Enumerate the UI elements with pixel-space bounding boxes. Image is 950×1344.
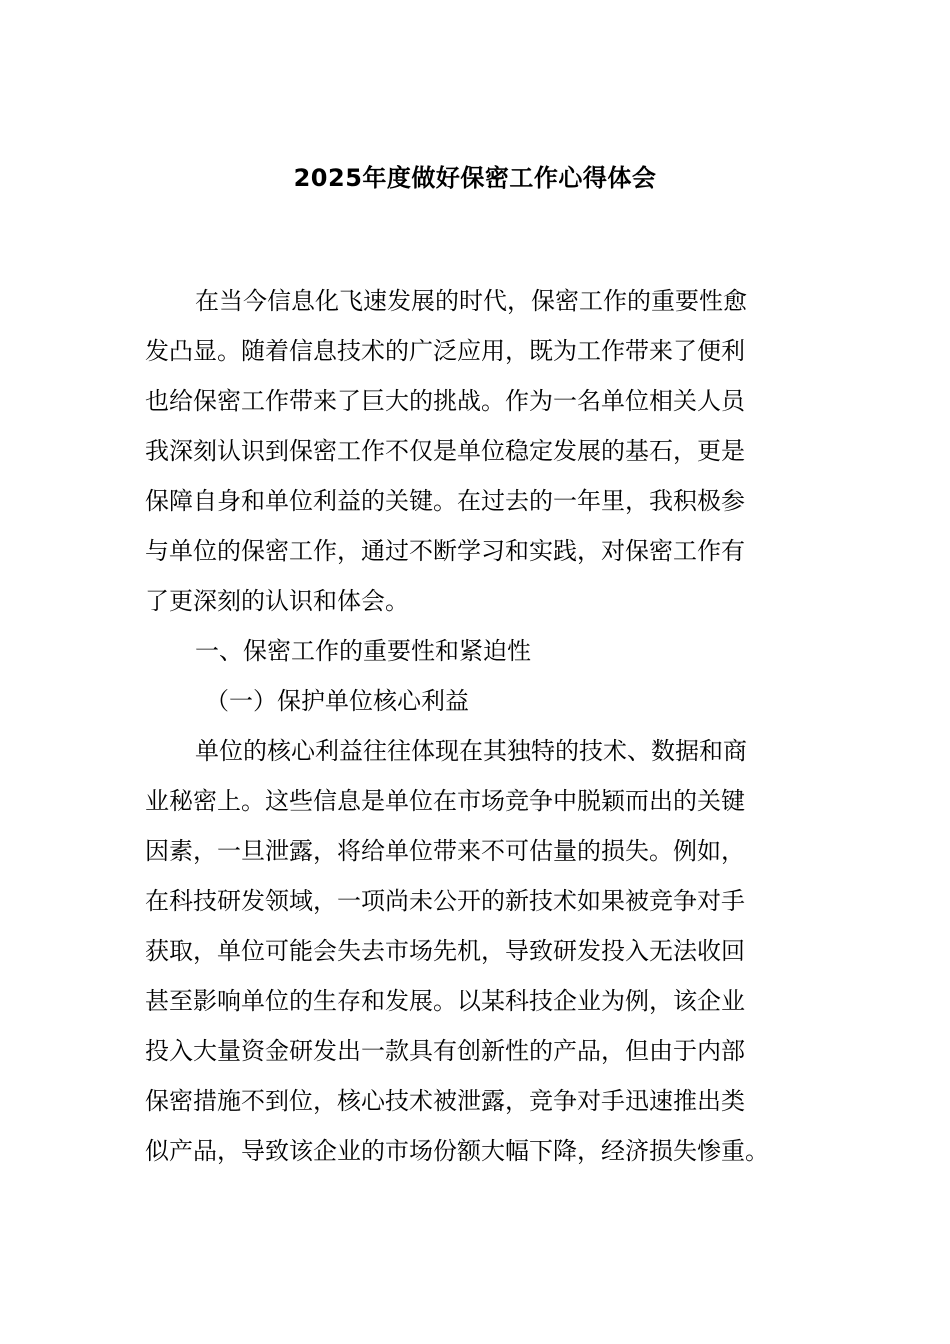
paragraph-line: 保密措施不到位，核心技术被泄露，竞争对手迅速推出类 bbox=[145, 1087, 745, 1115]
paragraph-line: 似产品，导致该企业的市场份额大幅下降，经济损失惨重。 bbox=[145, 1137, 769, 1165]
paragraph-line: 与单位的保密工作，通过不断学习和实践，对保密工作有 bbox=[145, 537, 745, 565]
paragraph-line: 单位的核心利益往往体现在其独特的技术、数据和商 bbox=[195, 737, 747, 765]
document-body bbox=[145, 276, 807, 1176]
paragraph-line: 业秘密上。这些信息是单位在市场竞争中脱颖而出的关键 bbox=[145, 787, 745, 815]
document-title: 2025年度做好保密工作心得体会 bbox=[293, 164, 657, 192]
subsection-heading: （一）保护单位核心利益 bbox=[205, 687, 469, 715]
paragraph-line: 投入大量资金研发出一款具有创新性的产品，但由于内部 bbox=[145, 1037, 745, 1065]
paragraph-line: 也给保密工作带来了巨大的挑战。作为一名单位相关人员 bbox=[145, 387, 745, 415]
paragraph-line: 获取，单位可能会失去市场先机，导致研发投入无法收回 bbox=[145, 937, 745, 965]
paragraph-line: 在科技研发领域，一项尚未公开的新技术如果被竞争对手 bbox=[145, 887, 745, 915]
paragraph-line: 我深刻认识到保密工作不仅是单位稳定发展的基石，更是 bbox=[145, 437, 745, 465]
paragraph-line: 保障自身和单位利益的关键。在过去的一年里，我积极参 bbox=[145, 487, 745, 515]
paragraph-line: 在当今信息化飞速发展的时代，保密工作的重要性愈 bbox=[195, 287, 747, 315]
paragraph-line: 因素，一旦泄露，将给单位带来不可估量的损失。例如， bbox=[145, 837, 745, 865]
paragraph-line: 甚至影响单位的生存和发展。以某科技企业为例，该企业 bbox=[145, 987, 745, 1015]
paragraph-line: 了更深刻的认识和体会。 bbox=[145, 587, 409, 615]
paragraph-line: 发凸显。随着信息技术的广泛应用，既为工作带来了便利 bbox=[145, 337, 745, 365]
section-heading: 一、保密工作的重要性和紧迫性 bbox=[195, 637, 531, 665]
